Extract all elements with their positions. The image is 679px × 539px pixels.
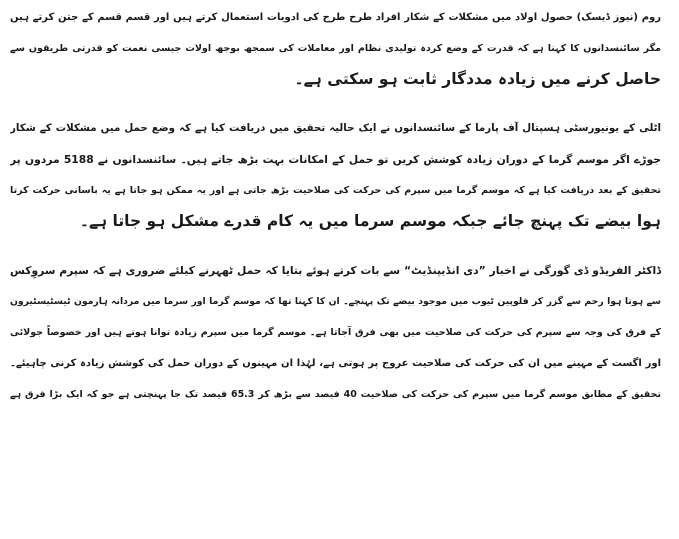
- text-line: جوڑے اگر موسم گرما کے دوران زیادہ کوشش کریں تو حمل کے امکانات بہت بڑھ جاتے ہیں۔ سائنسدانوں نے 5188 مردوں پر: [10, 153, 661, 166]
- text-line: تحقیق کے مطابق موسم گرما میں سپرم کی حرکت کی صلاحیت 40 فیصد سے بڑھ کر 65.3 فیصد تک جا پہنچتی ہے جو کہ ایک بڑا فرق ہے: [10, 389, 661, 400]
- text-line: روم (نیوز ڈیسک) حصول اولاد میں مشکلات کے شکار افراد طرح طرح کی ادویات استعمال کرتے ہیں اور قسم قسم کے جتن کرتے ہیں: [10, 12, 661, 23]
- text-line: اٹلی کے یونیورسٹی ہسپتال آف پارما کے سائنسدانوں نے ایک حالیہ تحقیق میں دریافت کیا ہے کہ وضع حمل میں مشکلات کے شکار: [10, 122, 661, 134]
- text-line: مگر سائنسدانوں کا کہنا ہے کہ قدرت کے وضع کردہ تولیدی نظام اور معاملات کی سمجھ بوجھ اولات جیسی نعمت کو قدرتی طریقوں سے: [10, 43, 661, 54]
- text-line: حاصل کرنے میں زیادہ مددگار ثابت ہو سکتی ہے۔: [294, 70, 661, 88]
- text-line: سے ہوتا ہوا رحم سے گزر کر فلوپین ٹیوب میں موجود بیضے تک پہنچے۔ ان کا کہنا تھا کہ موسم گرما اور سرما میں مردانہ ہارمون ٹیسٹیسٹیرون: [10, 296, 661, 307]
- text-line: ڈاکٹر الفریڈو ڈی گورگی نے اخبار ”دی انڈیپنڈیٹ“ سے بات کرتے ہوئے بتایا کہ حمل ٹھہرنے کیلئے ضروری ہے کہ سپرم سروِکس: [10, 264, 661, 277]
- paragraph-intro: [10, 2, 661, 95]
- paragraph-quote: [10, 255, 661, 410]
- text-line: کے فرق کی وجہ سے سپرم کی حرکت کی صلاحیت میں بھی فرق آجاتا ہے۔ موسم گرما میں سپرم زیادہ توانا ہوتے ہیں اور خصوصاً جولائی: [10, 327, 661, 338]
- text-line: تحقیق کے بعد دریافت کیا ہے کہ موسم گرما میں سپرم کی حرکت کی صلاحیت بڑھ جاتی ہے اور یہ ممکن ہو جاتا ہے یہ باسانی حرکت کرتا: [10, 185, 661, 196]
- text-line: اور اگست کے مہینے میں ان کی حرکت کی صلاحیت عروج پر ہوتی ہے، لہٰذا ان مہینوں کے دوران حمل کی کوشش زیادہ کرنی چاہیئے۔: [10, 358, 661, 369]
- paragraph-study: [10, 113, 661, 237]
- text-line: ہوا بیضے تک پہنچ جائے جبکہ موسم سرما میں یہ کام قدرے مشکل ہو جاتا ہے۔: [79, 212, 661, 230]
